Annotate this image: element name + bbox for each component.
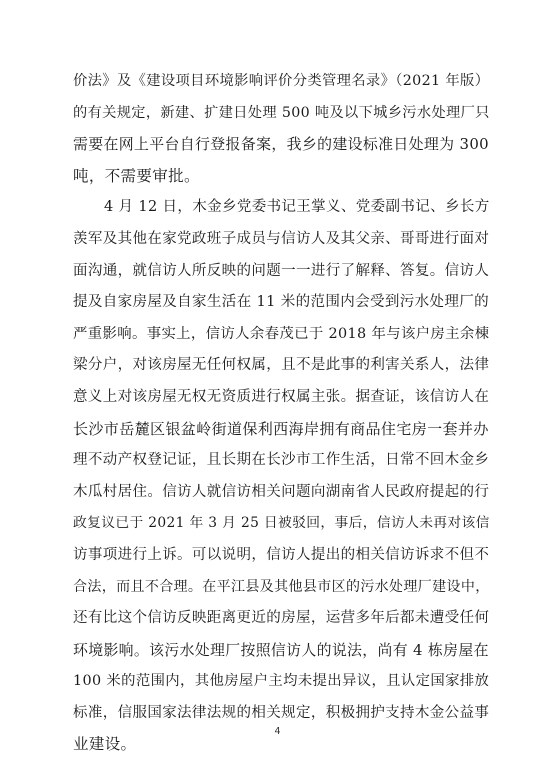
text-line: 羡军及其他在家党政班子成员与信访人及其父亲、哥哥进行面对 <box>73 230 490 247</box>
text-line: 的有关规定，新建、扩建日处理 500 吨及以下城乡污水处理厂只 <box>73 104 490 121</box>
text-line: 意义上对该房屋无权无资质进行权属主张。据查证，该信访人在 <box>73 388 490 405</box>
text-line: 严重影响。事实上，信访人余春茂已于 2018 年与该户房主余棟 <box>73 325 490 342</box>
text-line: 合法，而且不合理。在平江县及其他县市区的污水处理厂建设中， <box>73 578 490 595</box>
text-line: 木瓜村居住。信访人就信访相关问题向湖南省人民政府提起的行 <box>73 483 490 500</box>
text-line: 价法》及《建设项目环境影响评价分类管理名录》（2021 年版） <box>73 73 490 89</box>
text-line: 业建设。 <box>73 735 137 754</box>
text-line: 访事项进行上诉。可以说明，信访人提出的相关信访诉求不但不 <box>73 546 490 563</box>
body-text <box>73 66 491 761</box>
text-line: 环境影响。该污水处理厂按照信访人的说法，尚有 4 栋房屋在 <box>73 640 489 659</box>
paragraph-first-line: 4 月 12 日，木金乡党委书记王掌义、党委副书记、乡长方 <box>104 199 490 216</box>
text-line: 吨，不需要审批。 <box>73 166 200 185</box>
text-line: 梁分户，对该房屋无任何权属，且不是此事的利害关系人，法律 <box>73 357 490 374</box>
text-line: 长沙市岳麓区银盆岭街道保利西海岸拥有商品住宅房一套并办 <box>73 419 489 438</box>
text-line: 提及自家房屋及自家生活在 11 米的范围内会受到污水处理厂的 <box>73 294 490 311</box>
text-line: 面沟通，就信访人所反映的问题一一进行了解释、答复。信访人 <box>73 262 490 279</box>
text-line: 还有比这个信访反映距离更近的房屋，运营多年后都未遭受任何 <box>73 610 490 627</box>
text-line: 标准，信服国家法律法规的相关规定，积极拥护支持木金公益事 <box>73 704 490 721</box>
text-line: 政复议已于 2021 年 3 月 25 日被驳回，事后，信访人未再对该信 <box>73 515 490 532</box>
text-line: 100 米的范围内，其他房屋户主均未提出异议，且认定国家排放 <box>73 673 490 690</box>
page-number: 4 <box>274 726 281 737</box>
text-line: 需要在网上平台自行登报备案，我乡的建设标准日处理为 300 <box>73 135 489 154</box>
text-line: 理不动产权登记证，且长期在长沙市工作生活，日常不回木金乡 <box>73 452 490 469</box>
